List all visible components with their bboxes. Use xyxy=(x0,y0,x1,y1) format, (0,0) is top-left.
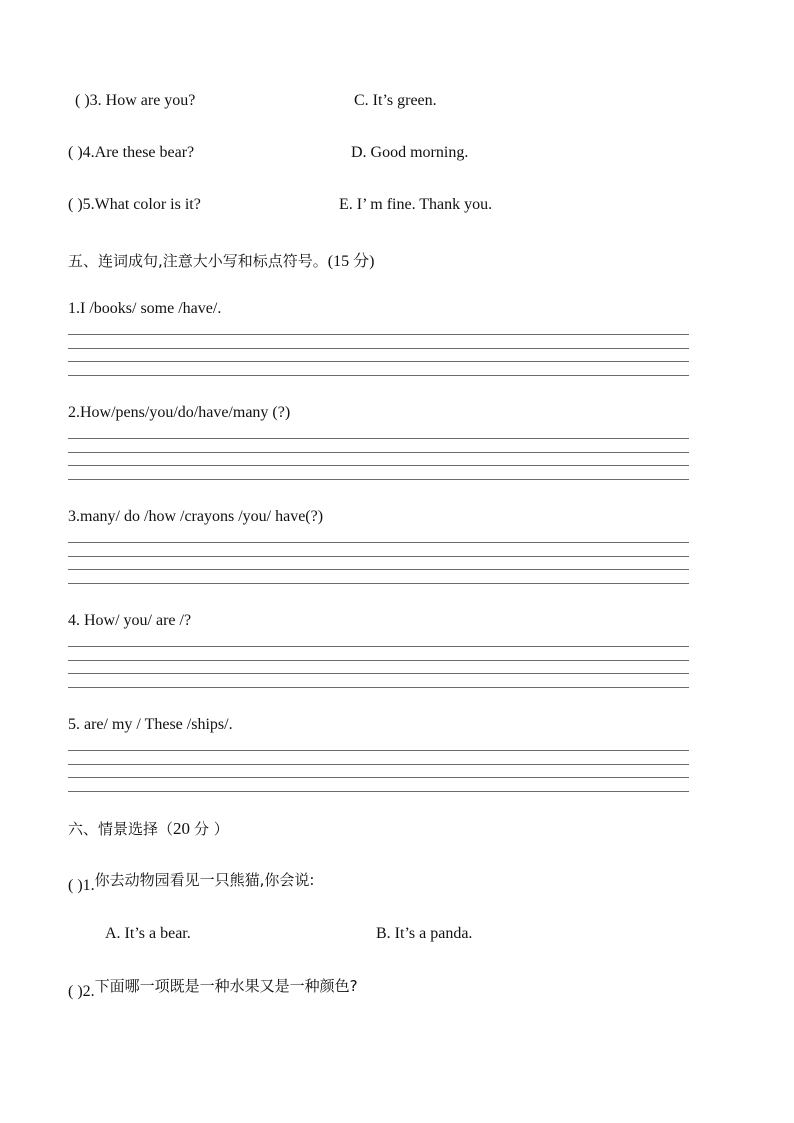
section6-score-unit: 分 ） xyxy=(194,820,229,838)
question-text: 下面哪一项既是一种水果又是一种颜色? xyxy=(94,977,358,995)
scenario-question-2 xyxy=(68,977,358,1001)
section5-heading xyxy=(68,248,374,271)
matching-answer-c: C. It’s green. xyxy=(354,92,437,109)
section5-title: 五、连词成句,注意大小写和标点符号。 xyxy=(68,252,328,270)
matching-row-4 xyxy=(68,144,194,162)
sentence-item-5: 5. are/ my / These /ships/. xyxy=(68,716,233,733)
section6-title: 六、情景选择（ xyxy=(68,820,174,838)
section6-score: 20 xyxy=(173,819,191,838)
answer-paren[interactable]: ( ) xyxy=(68,983,83,1000)
option-b[interactable]: B. It’s a panda. xyxy=(376,925,473,942)
scenario-question-1 xyxy=(68,871,315,895)
question-number: 1. xyxy=(82,877,95,894)
writing-lines-4[interactable] xyxy=(68,646,689,688)
question-text: 5.What color is it? xyxy=(82,196,201,213)
sentence-item-3: 3.many/ do /how /crayons /you/ have(?) xyxy=(68,508,324,525)
matching-row-3 xyxy=(75,92,195,110)
question-text: 4.Are these bear? xyxy=(82,144,195,161)
option-a[interactable]: A. It’s a bear. xyxy=(105,925,191,942)
matching-answer-d: D. Good morning. xyxy=(351,144,469,161)
answer-paren[interactable]: ( ) xyxy=(68,877,83,894)
writing-lines-1[interactable] xyxy=(68,334,689,376)
answer-paren[interactable]: ( ) xyxy=(68,196,83,213)
writing-lines-2[interactable] xyxy=(68,438,689,480)
matching-row-5 xyxy=(68,196,201,214)
writing-lines-5[interactable] xyxy=(68,750,689,792)
answer-paren[interactable]: ( ) xyxy=(68,144,83,161)
writing-lines-3[interactable] xyxy=(68,542,689,584)
section6-heading xyxy=(68,818,229,839)
question-number: 2. xyxy=(82,983,95,1000)
question-text: 3. How are you? xyxy=(89,92,196,109)
sentence-item-2: 2.How/pens/you/do/have/many (?) xyxy=(68,404,291,421)
section5-score: (15 分) xyxy=(327,253,375,270)
matching-answer-e: E. I’ m fine. Thank you. xyxy=(339,196,493,213)
answer-paren[interactable]: ( ) xyxy=(75,92,90,109)
sentence-item-4: 4. How/ you/ are /? xyxy=(68,612,192,629)
question-text: 你去动物园看见一只熊猫,你会说: xyxy=(94,871,315,889)
sentence-item-1: 1.I /books/ some /have/. xyxy=(68,300,222,317)
